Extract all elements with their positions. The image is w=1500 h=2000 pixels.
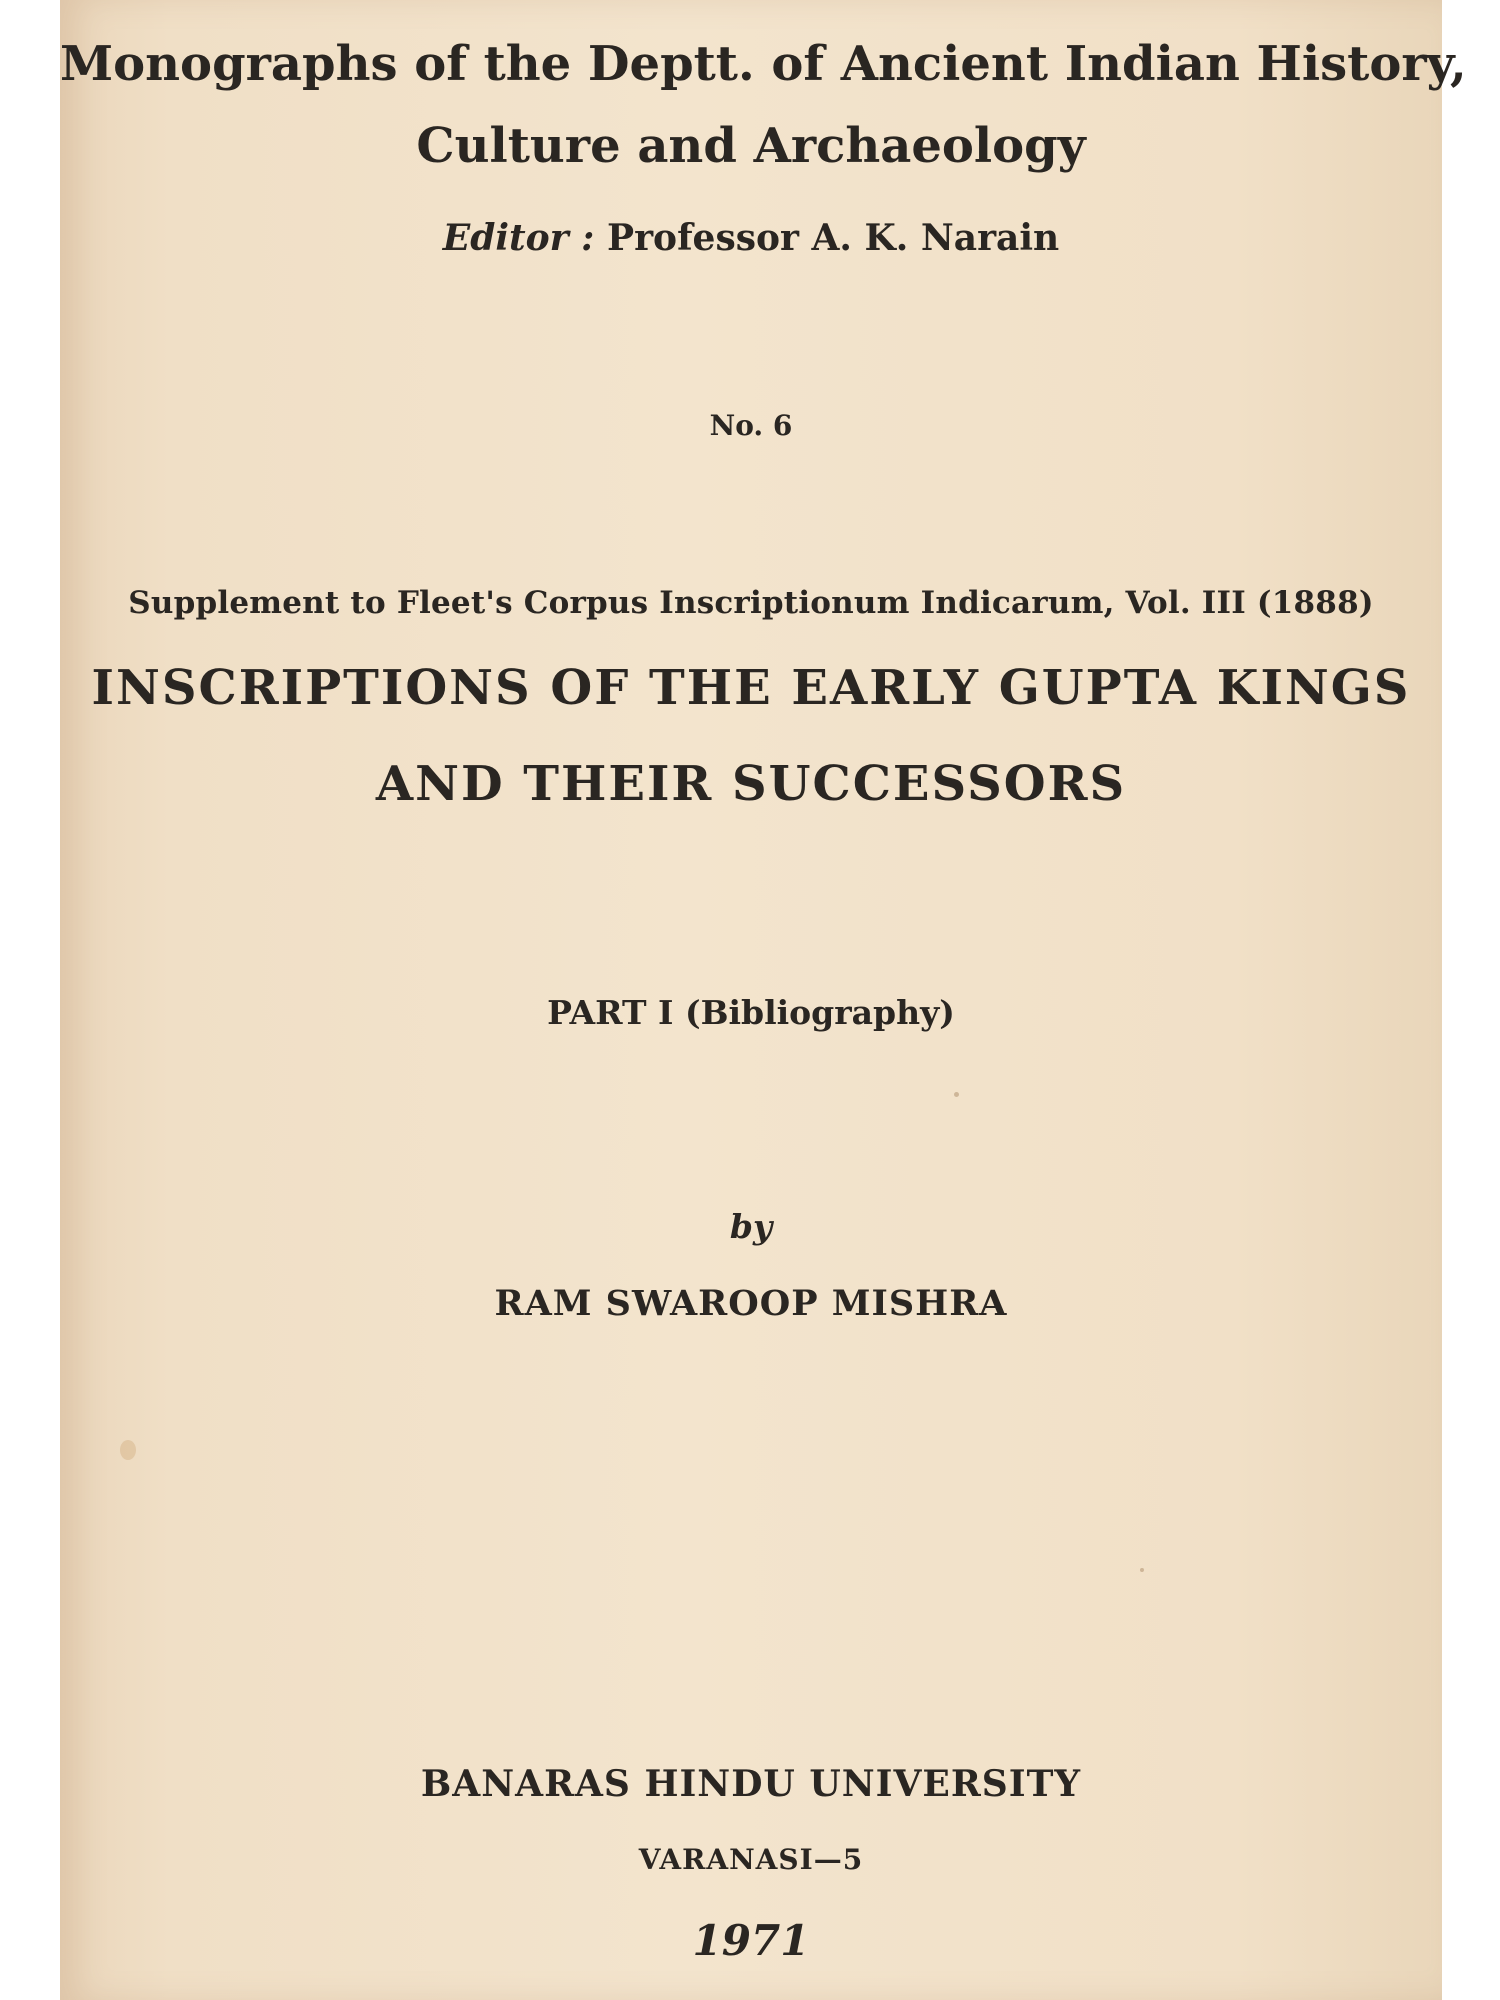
part-label: PART I (Bibliography) (547, 993, 955, 1032)
supplement-line: Supplement to Fleet's Corpus Inscriptionum Indicarum, Vol. III (1888) (128, 585, 1374, 621)
author-name: RAM SWAROOP MISHRA (494, 1283, 1008, 1324)
title-page (60, 0, 1467, 2000)
editor-name: Professor A. K. Narain (607, 217, 1060, 259)
editor-label: Editor : (442, 217, 595, 259)
paper-speck (1140, 1568, 1144, 1572)
paper-speck (954, 1092, 959, 1097)
series-title-line-1: Monographs of the Deptt. of Ancient Indian History, (60, 36, 1467, 92)
series-title-line-2: Culture and Archaeology (416, 118, 1086, 174)
editor-line (60, 217, 1442, 259)
by-label: by (729, 1207, 773, 1246)
paper-speck (120, 1440, 136, 1460)
book-title-line-2: AND THEIR SUCCESSORS (375, 756, 1127, 812)
publisher-name: BANARAS HINDU UNIVERSITY (420, 1763, 1082, 1805)
publication-year: 1971 (692, 1916, 810, 1965)
publisher-place: VARANASI—5 (638, 1843, 864, 1876)
monograph-number: No. 6 (709, 409, 793, 442)
book-title-line-1: INSCRIPTIONS OF THE EARLY GUPTA KINGS (91, 660, 1411, 716)
